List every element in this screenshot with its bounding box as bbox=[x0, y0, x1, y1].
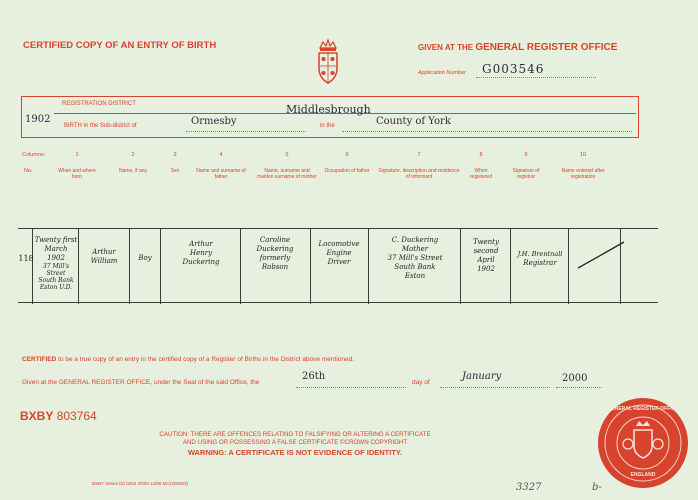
serial-digits: 803764 bbox=[56, 409, 97, 423]
column-number: 3 bbox=[173, 152, 177, 158]
registration-district-label: REGISTRATION DISTRICT bbox=[62, 101, 136, 107]
serial-number bbox=[20, 409, 97, 423]
entry-name bbox=[80, 248, 128, 266]
column-divider bbox=[368, 228, 369, 304]
registration-district: Middlesbrough bbox=[286, 103, 371, 116]
column-header-father: Name and surname of father bbox=[196, 168, 246, 180]
column-header-name: Name, if any bbox=[118, 168, 148, 174]
entry-line: Robson bbox=[261, 263, 289, 271]
warning-line: WARNING: A CERTIFICATE IS NOT EVIDENCE OF IDENTITY. bbox=[187, 448, 403, 457]
application-number-label: Application Number bbox=[418, 70, 466, 76]
issuing-office-name: GENERAL REGISTER OFFICE bbox=[475, 42, 618, 53]
given-statement: Given at the GENERAL REGISTER OFFICE, under the Seal of the said Office, the bbox=[22, 379, 260, 386]
column-divider bbox=[568, 228, 569, 304]
column-header-when-where-born: When and where born bbox=[58, 168, 96, 180]
column-header-name-after: Name entered after registration bbox=[561, 168, 605, 180]
entry-informant bbox=[370, 236, 460, 281]
entry-line: 37 Mill's Street bbox=[387, 254, 443, 262]
sub-district: Ormesby bbox=[191, 116, 237, 127]
official-seal bbox=[598, 398, 688, 488]
entry-line: J.H. Brentnall bbox=[517, 250, 563, 258]
print-code: BXBY Series Dd 0254 200M 12/99 Mcr(205203) bbox=[92, 481, 188, 486]
county-label: in the bbox=[320, 123, 335, 129]
application-number-line bbox=[476, 77, 596, 78]
entry-line: Twenty first bbox=[34, 236, 78, 244]
pencil-mark: b- bbox=[592, 482, 602, 493]
seal-top-text: GENERAL REGISTER OFFICE bbox=[607, 406, 679, 412]
issue-day-line bbox=[296, 387, 406, 388]
entry-mother bbox=[241, 236, 309, 272]
certified-statement bbox=[22, 356, 354, 363]
entry-line: Locomotive bbox=[318, 240, 360, 248]
column-number: 8 bbox=[479, 152, 483, 158]
entry-when-where bbox=[33, 236, 79, 291]
registration-year: 1902 bbox=[25, 114, 51, 125]
certified-prefix: CERTIFIED bbox=[22, 356, 57, 363]
sub-district-line bbox=[186, 131, 306, 132]
seal-bottom-text: ENGLAND bbox=[630, 472, 656, 478]
issue-year: 2000 bbox=[562, 373, 588, 384]
entry-line: Caroline bbox=[259, 236, 291, 244]
entry-line: William bbox=[90, 257, 118, 265]
entry-line: March bbox=[44, 245, 68, 253]
entry-line: Arthur bbox=[92, 248, 116, 256]
caution-line-2: AND USING OR POSSESSING A FALSE CERTIFICATE ©CROWN COPYRIGHT bbox=[182, 439, 408, 446]
column-number: 4 bbox=[219, 152, 223, 158]
column-number: 9 bbox=[524, 152, 528, 158]
column-number: 5 bbox=[285, 152, 289, 158]
issuing-office bbox=[418, 42, 617, 53]
certified-text: to be a true copy of an entry in the certified copy of a Register of Births in the District above mentioned. bbox=[58, 356, 355, 363]
entry-line: Duckering bbox=[182, 258, 220, 266]
pencil-note: 3327 bbox=[516, 482, 542, 493]
column-divider bbox=[129, 228, 130, 304]
sub-district-label: BIRTH in the Sub-district of bbox=[64, 123, 137, 129]
county: County of York bbox=[376, 116, 451, 127]
royal-crest-icon bbox=[310, 38, 346, 90]
entry-line: South Bank bbox=[394, 263, 436, 271]
entry-line: 37 Mill's Street bbox=[42, 263, 70, 277]
issue-day: 26th bbox=[302, 371, 326, 382]
entry-line: C. Duckering bbox=[391, 236, 439, 244]
column-number: 1 bbox=[75, 152, 79, 158]
entry-line: Arthur bbox=[189, 240, 213, 248]
issue-month-line bbox=[440, 387, 550, 388]
issue-year-line bbox=[556, 387, 602, 388]
entry-registrar bbox=[512, 250, 568, 268]
issue-month: January bbox=[462, 371, 502, 382]
caution-line-1: CAUTION: THERE ARE OFFENCES RELATING TO FALSIFYING OR ALTERING A CERTIFICATE bbox=[159, 431, 431, 438]
entry-line: Registrar bbox=[523, 259, 557, 267]
column-header-when-registered: When registered bbox=[469, 168, 493, 180]
column-header-informant: Signature, description and residence of informant bbox=[378, 168, 460, 180]
column-divider bbox=[460, 228, 461, 304]
entry-sex: Boy bbox=[138, 254, 152, 262]
caution-block bbox=[130, 431, 460, 458]
column-number: 7 bbox=[417, 152, 421, 158]
column-number: 10 bbox=[579, 152, 587, 158]
column-number: 6 bbox=[345, 152, 349, 158]
column-header-mother: Name, surname and maiden surname of mother bbox=[257, 168, 317, 180]
entry-line: Driver bbox=[327, 258, 351, 266]
application-number: G003546 bbox=[482, 62, 545, 76]
no-label: No. bbox=[24, 168, 33, 174]
entry-line: South Bank bbox=[38, 277, 74, 284]
entry-line: Eston U.D. bbox=[39, 284, 73, 291]
column-number: 2 bbox=[131, 152, 135, 158]
day-of-label: day of bbox=[412, 379, 430, 386]
columns-label: Columns: bbox=[22, 152, 46, 158]
entry-number: 118 bbox=[18, 254, 34, 263]
entry-line: Eston bbox=[404, 272, 426, 280]
entry-line: formerly bbox=[259, 254, 291, 262]
entry-line: 1902 bbox=[47, 254, 65, 262]
entry-occupation bbox=[311, 240, 367, 267]
column-header-sex: Sex bbox=[170, 168, 180, 174]
entry-line: Duckering bbox=[256, 245, 294, 253]
entry-line: Twenty bbox=[473, 238, 499, 246]
entry-line: April bbox=[477, 256, 495, 264]
column-header-occupation: Occupation of father bbox=[324, 168, 370, 174]
serial-prefix: BXBY bbox=[20, 409, 54, 423]
entry-line: Mother bbox=[401, 245, 429, 253]
issuing-office-prefix: GIVEN AT THE bbox=[418, 43, 474, 52]
entry-line: Henry bbox=[189, 249, 213, 257]
column-divider bbox=[160, 228, 161, 304]
entry-registered bbox=[462, 238, 510, 274]
entry-top-rule bbox=[18, 228, 658, 229]
entry-bottom-rule bbox=[18, 302, 658, 303]
entry-line: 1902 bbox=[477, 265, 495, 273]
certificate-title: CERTIFIED COPY OF AN ENTRY OF BIRTH bbox=[23, 40, 217, 51]
column-divider bbox=[510, 228, 511, 304]
column-header-registrar: Signature of registrar bbox=[512, 168, 540, 180]
entry-line: Engine bbox=[326, 249, 352, 257]
county-line bbox=[342, 131, 632, 132]
strike-through-mark bbox=[576, 240, 626, 270]
entry-line: second bbox=[473, 247, 499, 255]
entry-father bbox=[162, 240, 240, 267]
